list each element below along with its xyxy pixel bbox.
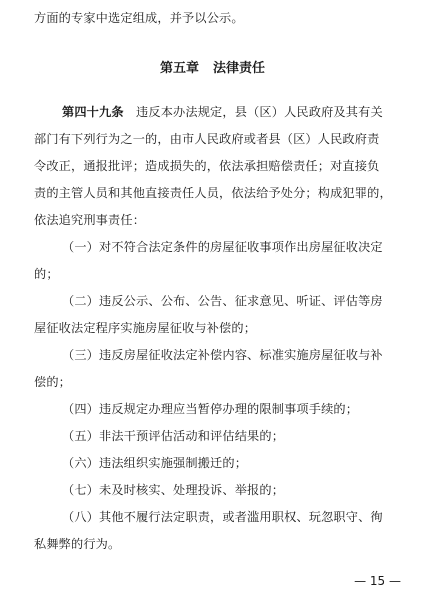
item-8-line-2: 私舞弊的行为。 [34,537,121,551]
item-5-line-1: （五）非法干预评估活动和评估结果的； [62,429,285,443]
item-1-line-1: （一）对不符合法定条件的房屋征收事项作出房屋征收决定 [62,240,383,254]
article-49-line-2: 部门有下列行为之一的，由市人民政府或者县（区）人民政府责 [34,132,380,146]
item-8-line-1: （八）其他不履行法定职责，或者滥用职权、玩忽职守、徇 [62,510,383,524]
continuation-line: 方面的专家中选定组成，并予以公示。 [34,11,244,25]
item-3-line-2: 偿的； [34,375,72,389]
article-49-line-5: 依法追究刑事责任： [34,213,146,227]
item-1-line-2: 的； [34,267,59,281]
item-3-line-1: （三）违反房屋征收法定补偿内容、标准实施房屋征收与补 [62,348,383,362]
item-2-line-2: 屋征收法定程序实施房屋征收与补偿的； [34,321,257,335]
page-number: — 15 — [354,574,401,588]
item-7-line-1: （七）未及时核实、处理投诉、举报的； [62,483,285,497]
article-49-line-4: 责的主管人员和其他直接责任人员，依法给予处分；构成犯罪的， [34,186,392,200]
article-49-text-1: 违反本办法规定，县（区）人民政府及其有关 [136,105,383,119]
article-49-label: 第四十九条 [62,105,124,119]
chapter-heading [0,60,425,78]
chapter-number: 第五章 [159,61,199,76]
item-4-line-1: （四）违反规定办理应当暂停办理的限制事项手续的； [62,402,359,416]
item-6-line-1: （六）违法组织实施强制搬迁的； [62,456,248,470]
chapter-title: 法律责任 [213,61,266,76]
article-49-line-1 [62,104,396,120]
article-49-line-3: 令改正，通报批评；造成损失的，依法承担赔偿责任；对直接负 [34,159,380,173]
item-2-line-1: （二）违反公示、公布、公告、征求意见、听证、评估等房 [62,294,383,308]
